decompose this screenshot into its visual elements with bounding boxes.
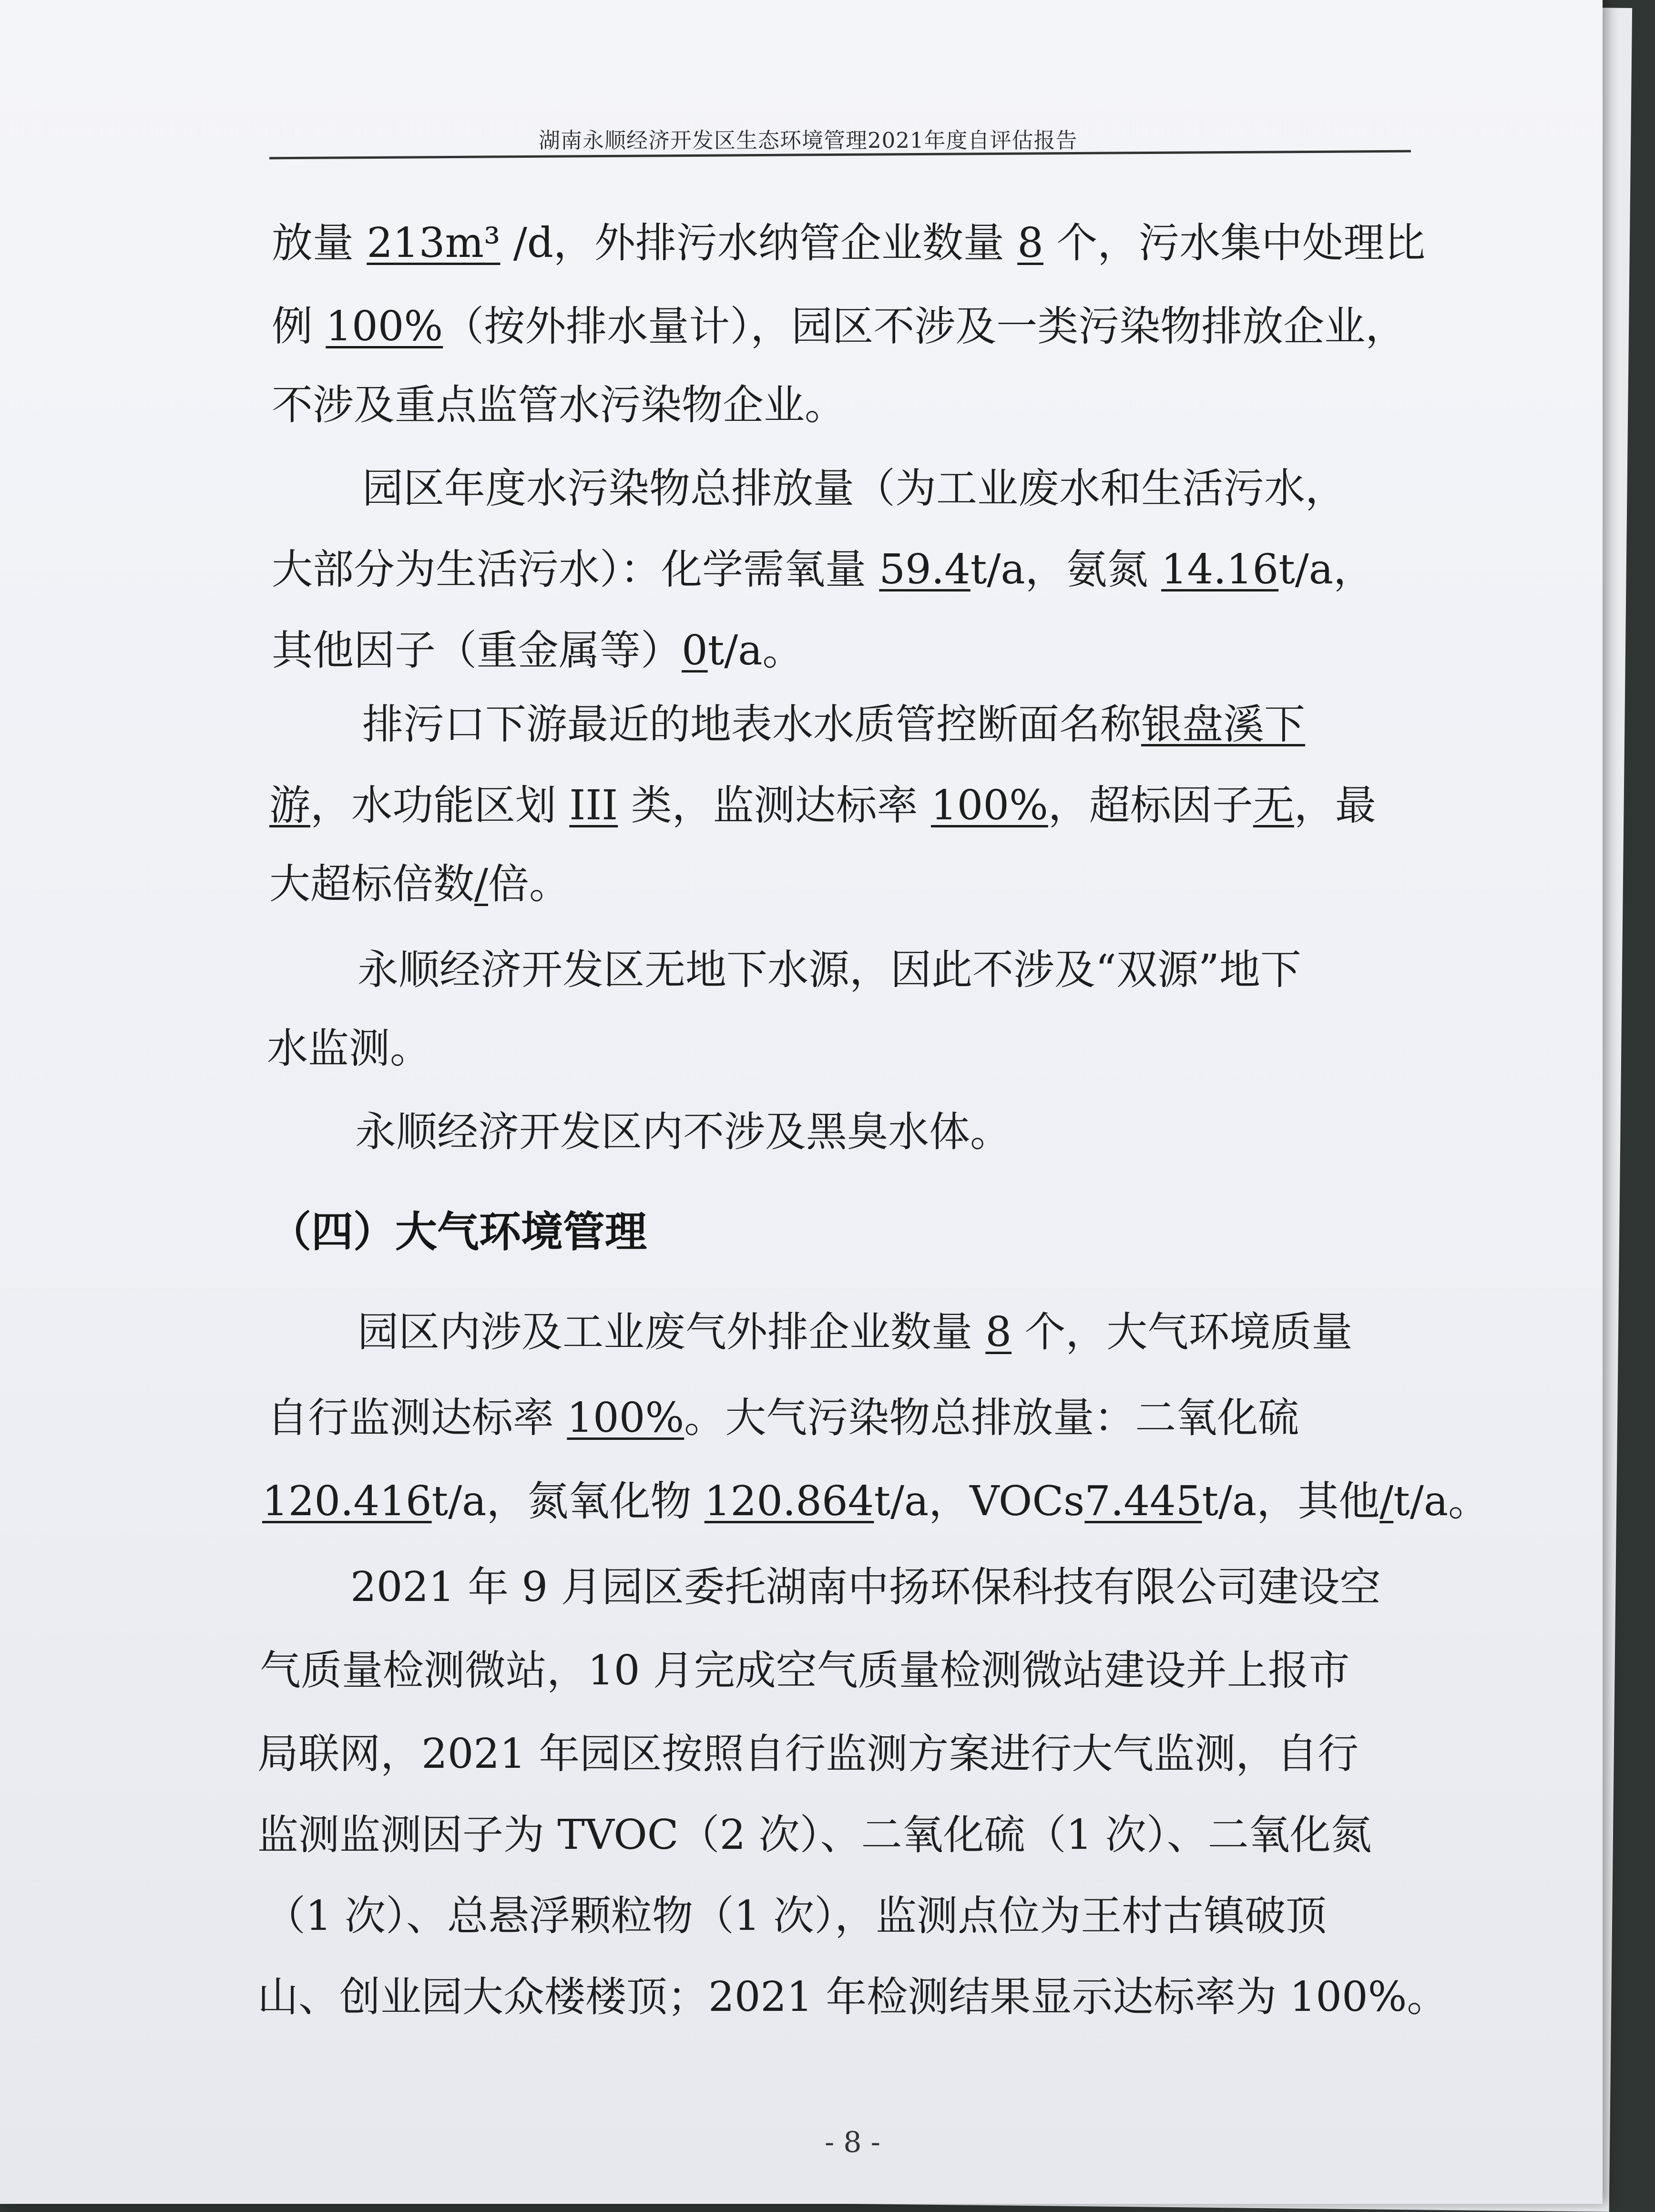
header-title: 湖南永顺经济开发区生态环境管理2021年度自评估报告 (539, 128, 1078, 153)
underlined-value: 100% (326, 303, 443, 350)
text-line (269, 860, 570, 908)
underlined-value: 7.445 (1084, 1478, 1202, 1525)
text-run: 2021 年 9 月园区委托湖南中扬环保科技有限公司建设空 (350, 1563, 1381, 1611)
underlined-value: 8 (985, 1308, 1012, 1356)
text-run: 例 (272, 303, 326, 350)
text-run: 水监测。 (267, 1025, 431, 1072)
text-run: ，水功能区划 (310, 782, 570, 829)
text-run: 气质量检测微站，10 月完成空气质量检测微站建设并上报市 (260, 1647, 1350, 1694)
text-run: t/a，氮氧化物 (431, 1478, 705, 1525)
text-run: /d，外排污水纳管企业数量 (500, 219, 1018, 267)
underlined-value: 0 (682, 627, 708, 674)
text-line (358, 946, 1301, 994)
text-line (267, 1394, 1299, 1442)
text-run: 个，大气环境质量 (1011, 1308, 1353, 1356)
text-run: 排污口下游最近的地表水水质管控断面名称 (362, 701, 1141, 748)
underlined-value: / (1379, 1478, 1394, 1525)
text-run: 不涉及重点监管水污染物企业。 (272, 381, 846, 429)
text-run: t/a，氨氮 (970, 546, 1161, 593)
underlined-value: 游 (269, 782, 310, 829)
text-run: 。大气污染物总排放量：二氧化硫 (684, 1394, 1299, 1442)
underlined-value: 59.4 (879, 546, 971, 593)
text-line (257, 1973, 1448, 2021)
text-run: 园区内涉及工业废气外排企业数量 (358, 1308, 986, 1356)
underlined-value: 120.416 (262, 1478, 432, 1525)
text-run: 倍。 (488, 860, 570, 908)
text-line (272, 627, 804, 674)
text-line (358, 1308, 1352, 1356)
text-line (262, 1478, 1489, 1525)
text-run: 监测监测因子为 TVOC（2 次）、二氧化硫（1 次）、二氧化氮 (257, 1811, 1372, 1859)
underlined-value: 14.16 (1161, 546, 1279, 593)
text-run: 放量 (272, 219, 367, 267)
underlined-value: 100% (567, 1394, 684, 1442)
text-line (265, 1892, 1327, 1940)
text-run: 山、创业园大众楼楼顶；2021 年检测结果显示达标率为 100%。 (257, 1973, 1448, 2021)
text-run: （1 次）、总悬浮颗粒物（1 次），监测点位为王村古镇破顶 (265, 1892, 1327, 1940)
text-run: 局联网，2021 年园区按照自行监测方案进行大气监测，自行 (257, 1730, 1359, 1778)
text-line (362, 701, 1305, 748)
text-run: 永顺经济开发区内不涉及黑臭水体。 (355, 1108, 1011, 1156)
underlined-value: 120.864 (704, 1478, 874, 1525)
text-run: 大超标倍数 (269, 860, 474, 908)
text-run: ，超标因子 (1048, 782, 1253, 829)
text-line (350, 1563, 1381, 1611)
underlined-value: III (569, 782, 618, 829)
underlined-value: / (474, 860, 488, 908)
text-line (355, 1108, 1011, 1156)
text-line (260, 1647, 1350, 1694)
text-run: t/a。 (707, 627, 804, 674)
text-run: 个，污水集中处理比 (1043, 219, 1426, 267)
text-line (257, 1730, 1359, 1778)
text-run: 永顺经济开发区无地下水源，因此不涉及“双源”地下 (358, 946, 1301, 994)
text-run: 大部分为生活污水）：化学需氧量 (272, 546, 879, 593)
underlined-value: 银盘溪下 (1141, 701, 1305, 748)
text-line (267, 1025, 431, 1072)
text-run: t/a， (1278, 546, 1374, 593)
text-run: ，最 (1294, 782, 1376, 829)
text-line (272, 546, 1374, 593)
text-line (269, 782, 1376, 829)
text-run: 自行监测达标率 (267, 1394, 567, 1442)
text-run: 类，监测达标率 (618, 782, 931, 829)
text-run: 园区年度水污染物总排放量（为工业废水和生活污水， (362, 465, 1346, 512)
text-line (257, 1811, 1372, 1859)
section-heading: （四）大气环境管理 (269, 1207, 647, 1256)
text-line (272, 381, 846, 429)
text-run: 其他因子（重金属等） (272, 627, 682, 674)
text-line (272, 303, 1406, 350)
underlined-value: 100% (930, 782, 1048, 829)
text-run: t/a，其他 (1202, 1478, 1380, 1525)
underlined-value: 无 (1253, 782, 1294, 829)
text-run: （按外排水量计），园区不涉及一类污染物排放企业， (443, 303, 1407, 350)
text-run: t/a。 (1393, 1478, 1490, 1525)
underlined-value: 213m³ (367, 219, 501, 267)
text-run: t/a，VOCs (874, 1478, 1085, 1525)
underlined-value: 8 (1017, 219, 1043, 267)
text-line (362, 465, 1346, 512)
text-line (272, 219, 1425, 267)
page-number: - 8 - (825, 2126, 880, 2159)
